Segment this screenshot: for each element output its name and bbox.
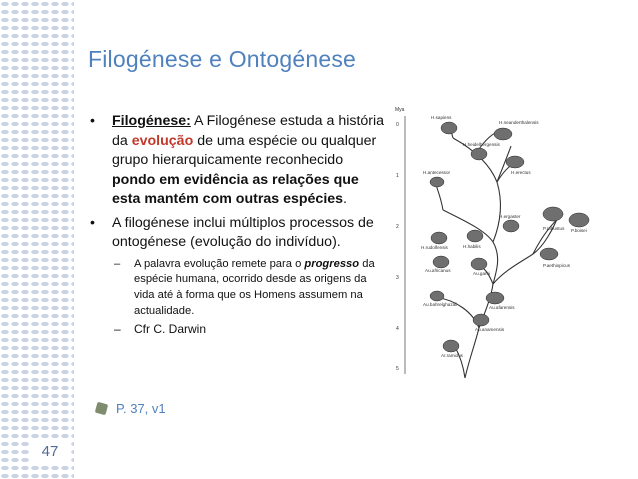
sub-text-part: A palavra evolução remete para o xyxy=(134,257,305,270)
sub-bullet-evolucao xyxy=(114,257,387,320)
species-label: H.habilis xyxy=(463,244,481,249)
skull-icon xyxy=(486,292,504,304)
species-label: H.heidelbergensis xyxy=(463,142,500,147)
bold-phrase: pondo em evidência as relações que esta mantém com outras espécies xyxy=(112,171,359,207)
bullet-text-part: de uma espécie ou qualquer grupo hierarquicamente reconhecido xyxy=(112,132,377,168)
slide-content xyxy=(112,112,387,337)
species-label: Au.anamensis xyxy=(475,327,505,332)
page-reference xyxy=(96,401,166,416)
book-icon xyxy=(95,402,108,415)
skull-icons xyxy=(430,122,589,352)
dotted-sidebar-decoration xyxy=(0,0,74,479)
tick-5: 5 xyxy=(396,366,399,372)
slide-title: Filogénese e Ontogénese xyxy=(88,46,357,72)
emphasis-progresso: progresso xyxy=(304,257,360,270)
skull-icon xyxy=(540,248,558,260)
species-label: Ar.ramidus xyxy=(441,353,463,358)
skull-icon xyxy=(569,213,589,227)
species-label: P.robustus xyxy=(543,226,565,231)
species-label: P.aethiopicus xyxy=(543,263,570,268)
skull-icon xyxy=(471,148,487,160)
reference-text: P. 37, v1 xyxy=(116,401,166,416)
tick-3: 3 xyxy=(396,275,399,281)
skull-icon xyxy=(543,207,563,221)
bullet-text: A filogénese inclui múltiplos processos de ontogénese (evolução do indivíduo). xyxy=(112,214,374,250)
species-label: H.rudolfensis xyxy=(421,245,448,250)
skull-icon xyxy=(473,314,489,326)
sub-text-part: da espécie humana, ocorrido desde as origens da vida até à forma que os Homens assumem na actualidade. xyxy=(134,257,375,317)
skull-icon xyxy=(430,177,444,187)
skull-icon xyxy=(431,232,447,244)
skull-icon xyxy=(430,291,444,301)
axis-ticks xyxy=(396,122,399,372)
bullet-ontogenese xyxy=(112,214,387,253)
hominid-evolution-tree-figure xyxy=(393,102,601,384)
slide-number: 47 xyxy=(30,440,70,464)
skull-icon xyxy=(503,220,519,232)
skull-icon xyxy=(443,340,459,352)
highlight-evolucao: evolução xyxy=(131,132,194,149)
axis-title: Mya xyxy=(395,107,405,113)
tick-2: 2 xyxy=(396,224,399,230)
tick-1: 1 xyxy=(396,173,399,179)
dash-marker: – xyxy=(114,321,121,336)
species-label: Au.africanus xyxy=(425,268,451,273)
skull-icon xyxy=(506,156,524,168)
evolution-tree-svg xyxy=(393,102,601,384)
skull-icon xyxy=(441,122,457,134)
species-label: H.ergaster xyxy=(499,214,521,219)
sub-text: Cfr C. Darwin xyxy=(134,321,207,336)
species-label: P.boisei xyxy=(571,228,587,233)
tick-0: 0 xyxy=(396,122,399,128)
species-label: H.sapiens xyxy=(431,115,452,120)
bullet-text-part: A Filogénese estuda a história da xyxy=(112,113,385,149)
tick-4: 4 xyxy=(396,326,399,332)
skull-icon xyxy=(471,258,487,270)
bullet-text-part: . xyxy=(343,191,347,207)
species-label: Au.afarensis xyxy=(489,305,515,310)
skull-icon xyxy=(494,128,512,140)
dash-marker: – xyxy=(114,257,121,270)
sub-bullet-darwin xyxy=(114,321,387,338)
term-filogenese: Filogénese: xyxy=(112,113,191,129)
bullet-filogenese xyxy=(112,112,387,210)
species-label: H.erectus xyxy=(511,170,531,175)
species-label: Au.bahrelghazali xyxy=(423,302,458,307)
species-label: H.neanderthalensis xyxy=(499,120,539,125)
skull-icon xyxy=(467,230,483,242)
species-label: Au.garhi xyxy=(473,271,491,276)
species-label: H.antecessor xyxy=(423,170,451,175)
skull-icon xyxy=(433,256,449,268)
